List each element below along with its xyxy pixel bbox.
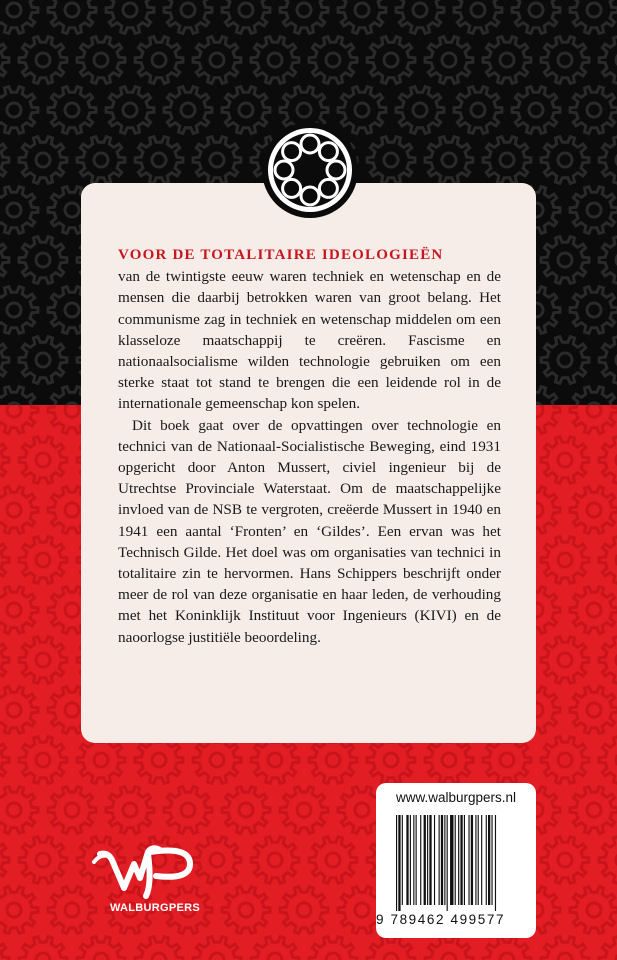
- blurb-paragraph-2: Dit boek gaat over de opvattingen over technologie en technici van de Nationaal-Socialistische Beweging, eind 1931 opgericht door Anton Mussert, civiel ingenieur bij de Utrechtse Provinciale Waterstaat. Om de maatschappelijke invloed van de NSB te vergroten, creëerde Mussert in 1940 en 1941 een aantal ‘Fronten’ en ‘Gildes’. Een ervan was het Technisch Gilde. Het doel was om organisaties van technici in totalitaire zin te hervormen. Hans Schippers beschrijft onder meer de rol van deze organisatie en haar leden, de verhouding met het Koninklijk Instituut voor Ingenieurs (KIVI) en de naoorlogse justitiële beoordeling.: [118, 416, 501, 646]
- publisher-url: www.walburgpers.nl: [395, 790, 517, 805]
- walburgpers-logo: [90, 842, 220, 932]
- ring-of-circles-icon: [260, 120, 360, 220]
- blurb-heading: VOOR DE TOTALITAIRE IDEOLOGIEËN: [118, 247, 444, 263]
- blurb-paragraph-1: van de twintigste eeuw waren techniek en wetenschap en de mensen die daarbij betrokken waren van groot belang. Het communisme zag in techniek en wetenschap middelen om een klasseloze maatschappij te creëren. Fascisme en nationaalsocialisme wilden technologie gebruiken om een sterke staat tot stand te brengen die een leidende rol in de internationale gemeenschap kon spelen.: [118, 268, 501, 413]
- isbn-barcode: [394, 815, 518, 911]
- barcode-box: [376, 783, 536, 938]
- publisher-name: WALBURGPERS: [109, 902, 201, 914]
- back-cover-blurb: [118, 245, 501, 648]
- isbn-number: 9 789462 499577: [376, 912, 506, 927]
